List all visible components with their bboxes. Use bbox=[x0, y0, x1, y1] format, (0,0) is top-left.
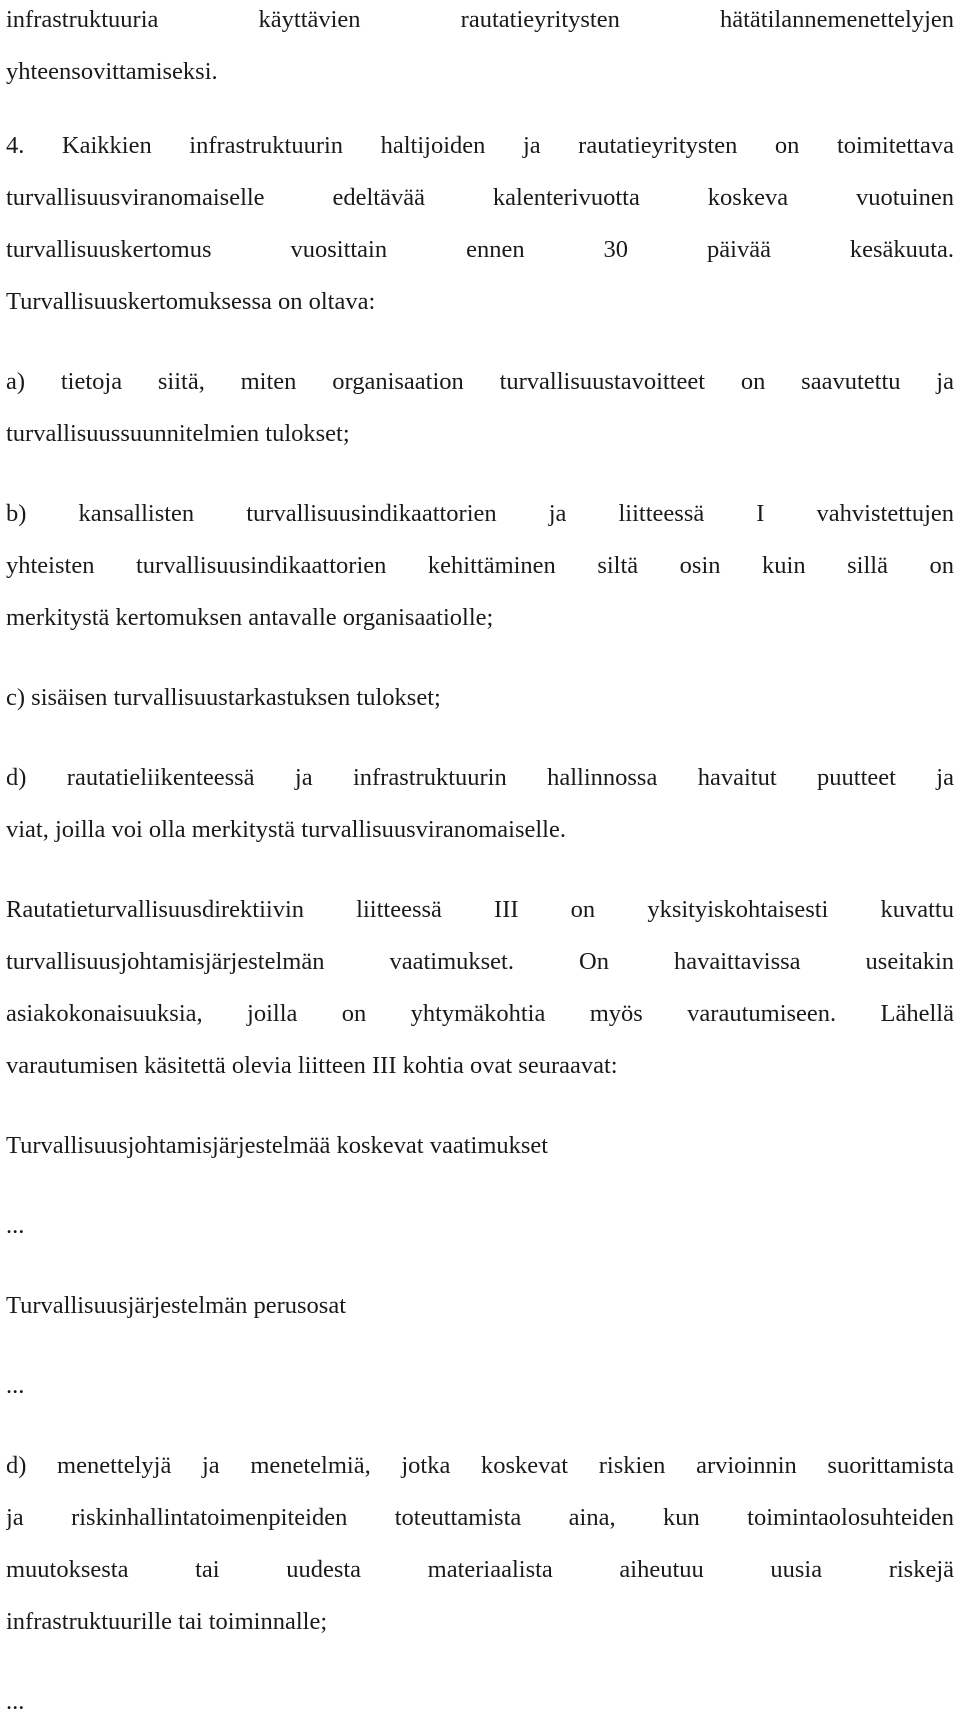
text-line: Turvallisuusjärjestelmän perusosat bbox=[6, 1292, 347, 1319]
text-line: ... bbox=[6, 1212, 25, 1239]
text-line: muutoksesta tai uudesta materiaalista aiheutuu uusia riskejä bbox=[6, 1556, 954, 1583]
text-line: turvallisuuskertomus vuosittain ennen 30 päivää kesäkuuta. bbox=[6, 236, 954, 263]
paragraph-point-4 bbox=[6, 120, 954, 328]
text-line: ... bbox=[6, 1688, 25, 1715]
paragraph-annex-iii bbox=[6, 884, 954, 1092]
text-line: merkitystä kertomuksen antavalle organisaatiolle; bbox=[6, 604, 494, 631]
text-line: ja riskinhallintatoimenpiteiden toteuttamista aina, kun toimintaolosuhteiden bbox=[6, 1504, 954, 1531]
text-line: varautumisen käsitettä olevia liitteen III kohtia ovat seuraavat: bbox=[6, 1052, 618, 1079]
text-line: Turvallisuuskertomuksessa on oltava: bbox=[6, 288, 376, 315]
list-item-a bbox=[6, 356, 954, 460]
document-page bbox=[6, 0, 954, 1728]
text-line: viat, joilla voi olla merkitystä turvallisuusviranomaiselle. bbox=[6, 816, 566, 843]
text-line: infrastruktuuria käyttävien rautatieyritysten hätätilannemenettelyjen bbox=[6, 6, 954, 33]
heading-requirements bbox=[6, 1120, 954, 1172]
text-line: a) tietoja siitä, miten organisaation turvallisuustavoitteet on saavutettu ja bbox=[6, 368, 954, 395]
text-line: d) rautatieliikenteessä ja infrastruktuurin hallinnossa havaitut puutteet ja bbox=[6, 764, 954, 791]
text-line: turvallisuusjohtamisjärjestelmän vaatimukset. On havaittavissa useitakin bbox=[6, 948, 954, 975]
text-line: Rautatieturvallisuusdirektiivin liitteessä III on yksityiskohtaisesti kuvattu bbox=[6, 896, 954, 923]
paragraph-intro-tail bbox=[6, 0, 954, 98]
text-line: b) kansallisten turvallisuusindikaattorien ja liitteessä I vahvistettujen bbox=[6, 500, 954, 527]
text-line: yhteensovittamiseksi. bbox=[6, 58, 218, 85]
ellipsis bbox=[6, 1676, 954, 1728]
list-item-d bbox=[6, 752, 954, 856]
heading-basics bbox=[6, 1280, 954, 1332]
ellipsis bbox=[6, 1200, 954, 1252]
list-item-d-procedures bbox=[6, 1440, 954, 1648]
text-line: d) menettelyjä ja menetelmiä, jotka koskevat riskien arvioinnin suorittamista bbox=[6, 1452, 954, 1479]
text-line: yhteisten turvallisuusindikaattorien kehittäminen siltä osin kuin sillä on bbox=[6, 552, 954, 579]
text-line: infrastruktuurille tai toiminnalle; bbox=[6, 1608, 328, 1635]
text-line: c) sisäisen turvallisuustarkastuksen tulokset; bbox=[6, 684, 441, 711]
text-line: Turvallisuusjohtamisjärjestelmää koskevat vaatimukset bbox=[6, 1132, 549, 1159]
ellipsis bbox=[6, 1360, 954, 1412]
text-line: turvallisuussuunnitelmien tulokset; bbox=[6, 420, 350, 447]
text-line: turvallisuusviranomaiselle edeltävää kalenterivuotta koskeva vuotuinen bbox=[6, 184, 954, 211]
text-line: ... bbox=[6, 1372, 25, 1399]
list-item-c bbox=[6, 672, 954, 724]
text-line: asiakokonaisuuksia, joilla on yhtymäkohtia myös varautumiseen. Lähellä bbox=[6, 1000, 954, 1027]
text-line: 4. Kaikkien infrastruktuurin haltijoiden ja rautatieyritysten on toimitettava bbox=[6, 132, 954, 159]
list-item-b bbox=[6, 488, 954, 644]
